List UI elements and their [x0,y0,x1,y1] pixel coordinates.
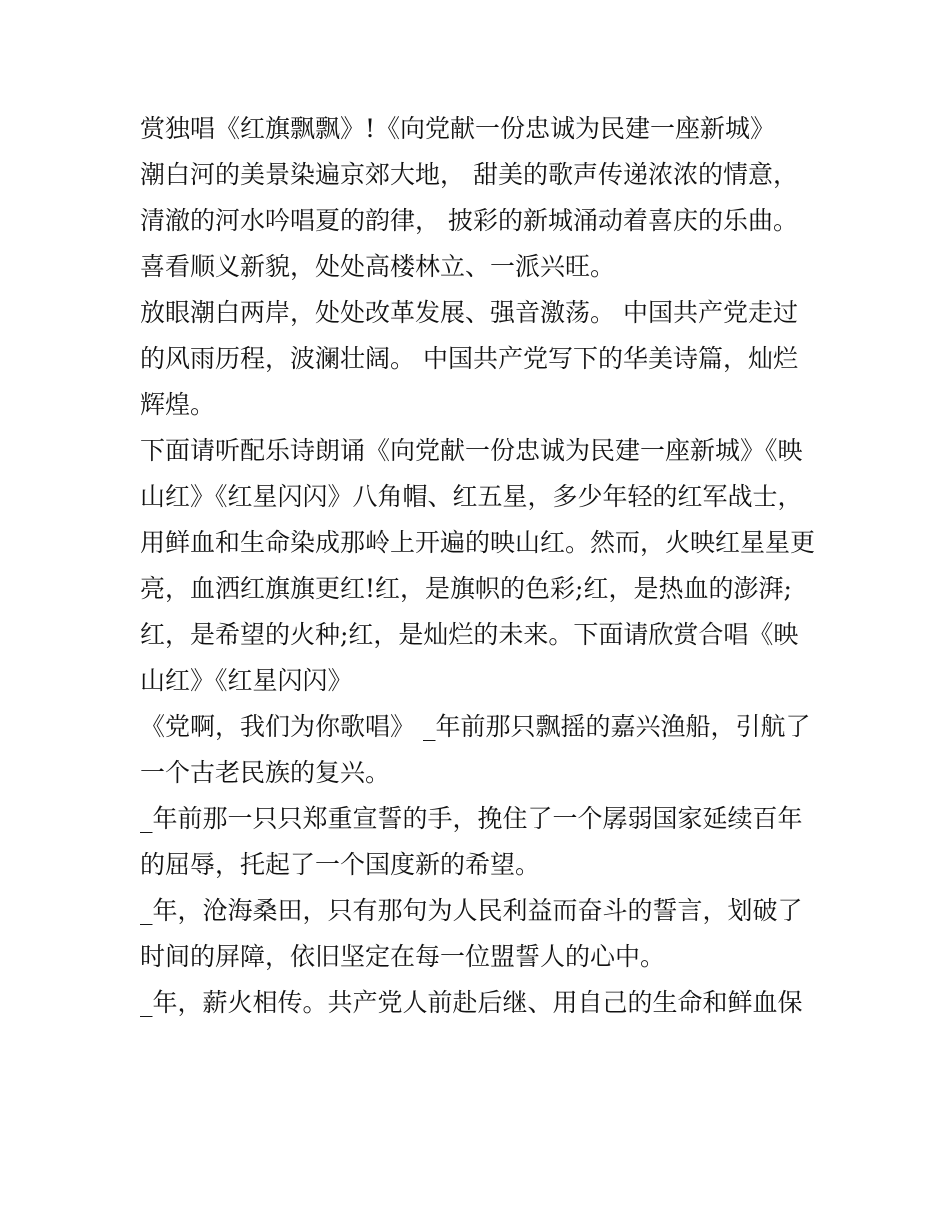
text-line-18: _年，沧海桑田，只有那句为人民利益而奋斗的誓言，划破了 [140,896,803,925]
text-line-20: _年，薪火相传。共产党人前赴后继、用自己的生命和鲜血保 [140,988,803,1017]
text-line-7: 辉煌。 [140,390,216,419]
text-line-8: 下面请听配乐诗朗诵《向党献一份忠诚为民建一座新城》《映 [140,436,803,465]
text-line-10: 用鲜血和生命染成那岭上开遍的映山红。然而，火映红星星更 [140,528,816,557]
text-line-4: 喜看顺义新貌，处处高楼林立、一派兴旺。 [140,252,616,281]
text-line-13: 山红》《红星闪闪》 [140,666,353,695]
document-body [140,106,830,1026]
text-line-3: 清澈的河水吟唱夏的韵律， 披彩的新城涌动着喜庆的乐曲。 [140,206,798,235]
text-line-1: 赏独唱《红旗飘飘》!《向党献一份忠诚为民建一座新城》 [140,114,776,143]
text-line-15: 一个古老民族的复兴。 [140,758,391,787]
text-line-11: 亮，血洒红旗旗更红!红，是旗帜的色彩;红，是热血的澎湃; [140,574,792,603]
text-line-12: 红，是希望的火种;红，是灿烂的未来。下面请欣赏合唱《映 [140,620,799,649]
text-line-14: 《党啊，我们为你歌唱》 _年前那只飘摇的嘉兴渔船，引航了 [140,712,811,741]
text-line-2: 潮白河的美景染遍京郊大地， 甜美的歌声传递浓浓的情意， [140,160,798,189]
text-line-16: _年前那一只只郑重宣誓的手，挽住了一个孱弱国家延续百年 [140,804,803,833]
text-line-5: 放眼潮白两岸，处处改革发展、强音激荡。 中国共产党走过 [140,298,798,327]
text-line-9: 山红》《红星闪闪》八角帽、红五星，多少年轻的红军战士， [140,482,803,511]
text-line-6: 的风雨历程，波澜壮阔。 中国共产党写下的华美诗篇，灿烂 [140,344,798,373]
text-line-19: 时间的屏障，依旧坚定在每一位盟誓人的心中。 [140,942,666,971]
text-line-17: 的屈辱，托起了一个国度新的希望。 [140,850,541,879]
